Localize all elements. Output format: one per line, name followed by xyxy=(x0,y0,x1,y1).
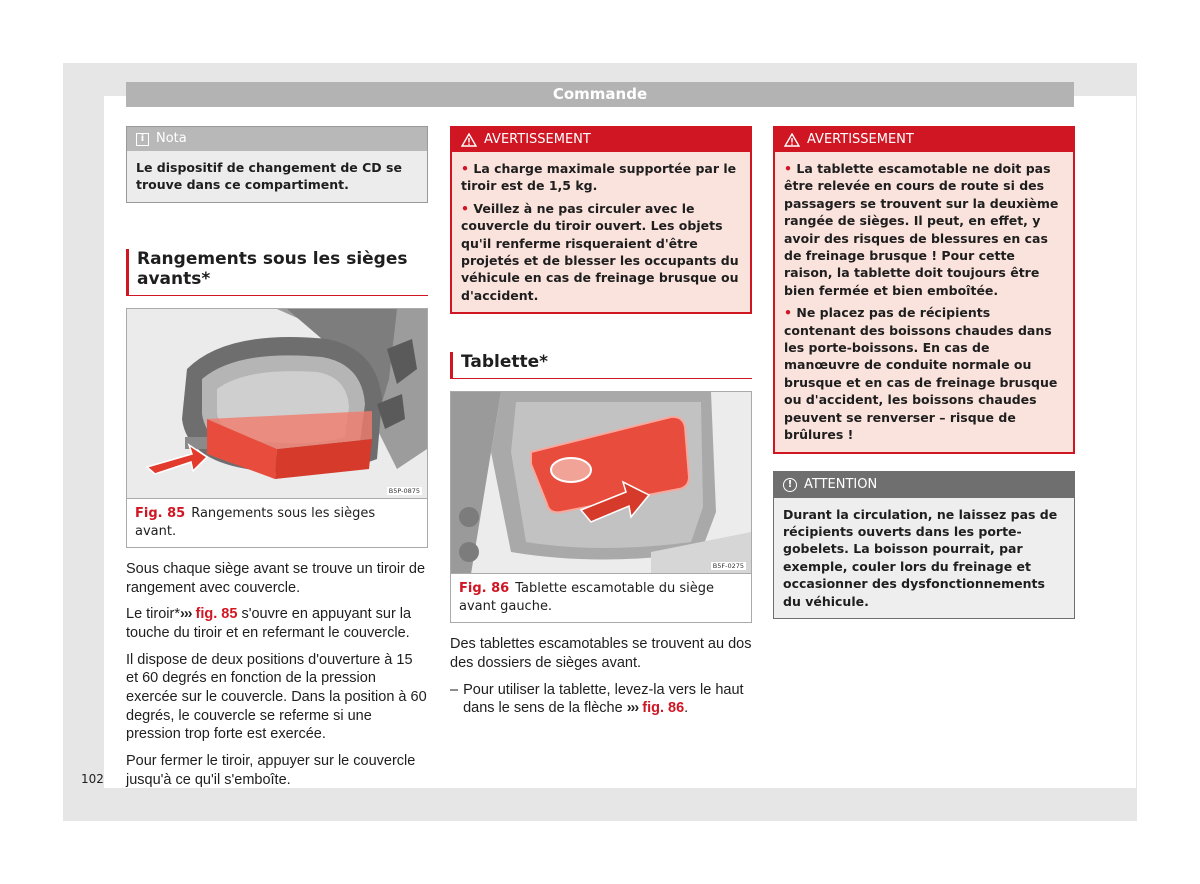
figure-85 xyxy=(126,308,428,548)
storage-paragraph-1: Sous chaque siège avant se trouve un tiroir de rangement avec couvercle. xyxy=(126,560,426,596)
bullet-icon: • xyxy=(461,161,469,176)
note-label: Nota xyxy=(156,131,187,146)
storage-p2-post: s'ouvre en appuyant sur la touche du tiroir et en refermant le couvercle. xyxy=(126,606,412,641)
dash-icon: – xyxy=(450,681,459,698)
column-right xyxy=(773,126,1075,619)
warning-1-item-1 xyxy=(461,160,741,195)
warning-1-item-2 xyxy=(461,200,741,304)
warning-1-item-2-text: Veillez à ne pas circuler avec le couvercle du tiroir ouvert. Les objets qu'il renferme risqueraient d'être projetés et de blesser les occupants du véhicule en cas de freinage brusque ou d'accident. xyxy=(461,200,739,303)
figure-85-code: B5P-0875 xyxy=(388,486,420,495)
figure-85-label: Fig. 85 xyxy=(135,505,186,521)
storage-paragraph-3: Il dispose de deux positions d'ouverture à 15 et 60 degrés en fonction de la pression exercée sur le couvercle. Dans la position à 60 degrés, le couvercle se referme si une pression trop forte est exercée. xyxy=(126,651,427,743)
warning-1-item-1-text: La charge maximale supportée par le tiroir est de 1,5 kg. xyxy=(461,161,737,194)
warning-triangle-icon xyxy=(784,133,800,147)
chapter-header: Commande xyxy=(126,82,1074,107)
storage-text xyxy=(126,560,428,790)
figure-85-image xyxy=(127,309,427,499)
chevron-ref-icon: ››› xyxy=(626,700,639,717)
note-box xyxy=(126,126,428,203)
warning-2-item-2 xyxy=(784,304,1064,443)
warning-box-1-body xyxy=(452,152,750,312)
seat-drawer-illustration xyxy=(127,309,427,499)
storage-p2-pre: Le tiroir* xyxy=(126,606,180,623)
tablette-instruction-post: . xyxy=(684,700,689,717)
attention-circle-icon: ! xyxy=(783,478,797,492)
attention-body: Durant la circulation, ne laissez pas de récipients ouverts dans les porte-gobelets. La boisson pourrait, par exemple, couler lors du freinage et occasionner des dysfonctionnements du véhicule. xyxy=(774,498,1074,618)
storage-paragraph-2 xyxy=(126,605,428,642)
info-icon: i xyxy=(136,133,149,146)
warning-box-2-body xyxy=(775,152,1073,452)
figure-86 xyxy=(450,391,752,623)
warning-2-item-1 xyxy=(784,160,1064,299)
warning-triangle-icon xyxy=(461,133,477,147)
warning-box-2-header xyxy=(775,128,1073,152)
attention-box xyxy=(773,471,1075,619)
figure-85-caption-text: Rangements sous les sièges avant. xyxy=(135,505,376,539)
warning-box-2 xyxy=(773,126,1075,454)
tablette-instruction-pre: Pour utiliser la tablette, levez-la vers le haut dans le sens de la flèche xyxy=(463,681,744,717)
warning-box-1-header xyxy=(452,128,750,152)
tablette-instruction xyxy=(450,681,752,718)
figure-85-caption xyxy=(127,499,427,547)
note-body: Le dispositif de changement de CD se trouve dans ce compartiment. xyxy=(127,151,427,202)
warning-2-item-1-text: La tablette escamotable ne doit pas être relevée en cours de route si des passagers se trouvent sur la deuxième rangée de sièges. Il peut, en effet, y avoir des risques de blessures en cas de freinage brusque ! Pour cette raison, la tablette doit toujours être bien fermée et bien emboîtée. xyxy=(784,161,1059,298)
bullet-icon: • xyxy=(461,200,469,216)
chevron-ref-icon: ››› xyxy=(180,606,192,623)
attention-box-header xyxy=(774,472,1074,498)
bullet-icon: • xyxy=(784,161,792,176)
bullet-icon: • xyxy=(784,305,792,321)
tablette-paragraph-1: Des tablettes escamotables se trouvent au dos des dossiers de sièges avant. xyxy=(450,636,752,671)
warning-box-1 xyxy=(450,126,752,314)
note-box-header xyxy=(127,127,427,151)
attention-label: ATTENTION xyxy=(804,476,878,492)
tablette-instruction-text xyxy=(463,681,752,718)
section-title-tablette: Tablette* xyxy=(450,352,752,379)
figure-86-code: B5F-0275 xyxy=(712,562,744,571)
section-title-storage: Rangements sous les sièges avants* xyxy=(126,249,428,296)
column-middle xyxy=(450,126,752,718)
fig-86-link[interactable]: fig. 86 xyxy=(642,700,685,717)
storage-paragraph-4: Pour fermer le tiroir, appuyer sur le couvercle jusqu'à ce qu'il s'emboîte. xyxy=(126,753,416,788)
warning-box-1-label: AVERTISSEMENT xyxy=(484,132,591,147)
column-left xyxy=(126,126,428,798)
tablette-text xyxy=(450,635,752,718)
warning-box-2-label: AVERTISSEMENT xyxy=(807,132,914,147)
figure-86-image xyxy=(451,392,751,574)
warning-2-item-2-text: Ne placez pas de récipients contenant des boissons chaudes dans les porte-boissons. En cas de manœuvre de conduite normale ou brusque et en cas de freinage brusque ou d'accident, les boissons chaudes peuvent se renverser – risque de brûlures ! xyxy=(784,305,1058,443)
figure-86-label: Fig. 86 xyxy=(459,581,510,597)
seatback-tray-illustration xyxy=(451,392,751,574)
figure-86-caption-text: Tablette escamotable du siège avant gauche. xyxy=(459,581,714,615)
figure-86-caption xyxy=(451,574,751,622)
page-number: 102 xyxy=(81,772,104,786)
fig-85-link[interactable]: fig. 85 xyxy=(195,606,238,623)
